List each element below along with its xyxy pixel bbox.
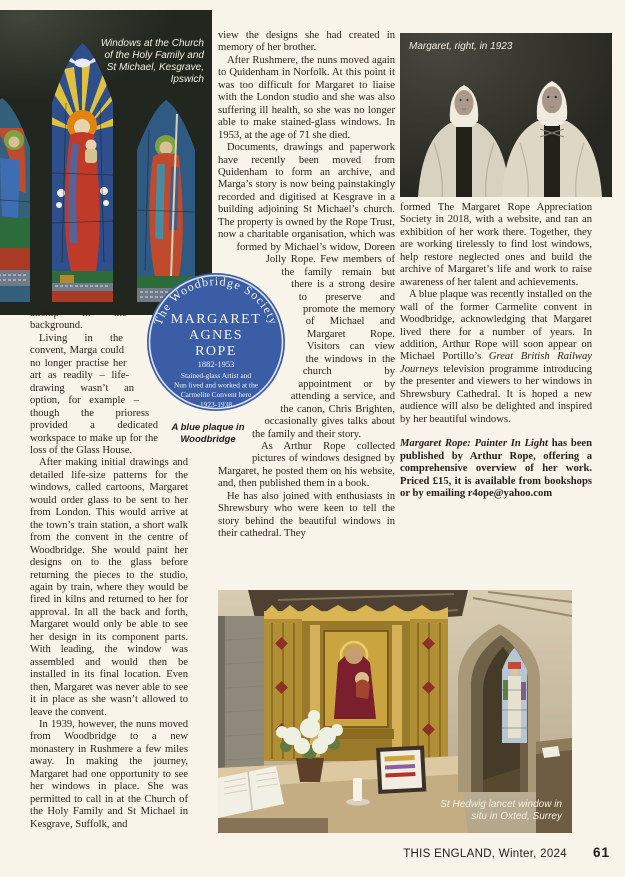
nuns-photo [400,33,612,197]
framed-card [376,745,426,793]
body-paragraph: view the designs she had created in memory of her brother. [218,30,395,54]
body-paragraph: Living in the convent, Marga could no longer practise her art as readily – life-drawing wasn’t an option, for example – though the prioress provided a dedicated workspace to make up for the loss of the Glass House. [30,332,158,456]
plaque-desc-line3: Carmelite Convent here [180,390,252,399]
body-paragraph [400,289,592,426]
nuns-photo-caption: Margaret, right, in 1923 [409,41,513,52]
body-paragraph: formed The Margaret Rope Appreciation Society in 2018, with a website, and ran an exhibition of her work there. Together, they are working tirelessly to find lost windows, help restore neglected ones and build the archive of Margaret’s life and work to raise awareness of her talent and achievements. [400,202,592,288]
plaque-desc-line2: Nun lived and worked at the [174,380,258,390]
body-paragraph: airship in the background. [30,308,127,332]
right-text-column [400,202,592,500]
plaque-desc-line4: 1923-1938 [199,400,233,409]
altar-photo-caption: St Hedwig lancet window in situ in Oxted, Surrey [440,799,562,822]
body-paragraph: After making initial drawings and detailed life-size patterns for the windows, called cartoons, Margaret would order glass to be sent to her from London. This would arrive at the town’s train station, a short walk from the convent in the centre of Woodbridge. She would paint her designs on to the glass before returning the pieces to the studio, again by train, where they would be fired in kilns and returned to her for approval. In all the back and forth, Margaret would only be able to see her design in its component parts. With leading, the window was assembled and would then be installed in its final location. Even then, Margaret was never able to see it in place as she wasn’t allowed to leave the convent. [30,457,188,718]
arch-niche [458,624,540,792]
altar-photo [218,590,572,833]
paragraph-text: television programme introducing the presenter and viewers to her windows in Shrewsbury Cathedral. It is hoped a new audience will also be delighted and inspired by her beautiful windows. [400,363,592,425]
book-info-paragraph [400,438,592,500]
page-footer [300,845,610,860]
plaque-society-arc-text: The Woodbridge Society [150,274,282,327]
plaque-name-line2: AGNES [188,328,244,343]
body-paragraph: As Arthur Rope collected pictures of windows designed by Margaret, he posted them on his website, and, then published them in a book. [218,440,395,490]
body-paragraph: After Rushmere, the nuns moved again to Quidenham in Norfolk. At this point it was too difficult for Margaret to liaise with the London studio and she was also suffering ill health, so she was no longer able to make stained-glass windows. In 1953, at the age of 71 she died. [218,54,395,141]
paragraph-text: A blue plaque was recently installed on the wall of the former Carmelite convent in Woodbridge, acknowledging that Margaret lived there for a number of years. In addition, Arthur Rope will soon appear on Michael Portillo’s [400,289,592,363]
plaque-desc-line1: Stained-glass Artist and [180,371,252,380]
madonna-icon [324,631,388,727]
plaque-name-line1: MARGARET [170,312,262,327]
book-title: Margaret Rope: Painter In Light [400,438,549,450]
windows-photo-caption: Windows at the Church of the Holy Family and St Michael, Kesgrave, Ipswich [100,38,204,85]
magazine-title: THIS ENGLAND, Winter, 2024 [403,848,567,860]
body-paragraph: He has also joined with enthusiasts in Shrewsbury who were keen to tell the story behind the beautiful windows in their cathedral. They [218,490,395,540]
plaque-years: 1882-1953 [197,359,235,369]
christ-child [86,140,97,151]
plaque-name-line3: ROPE [195,344,237,359]
nuns-illustration [400,33,612,197]
tv-programme-title: Great British Railway Journeys [400,351,593,375]
st-hedwig-window [502,648,527,743]
altar-illustration [218,590,572,833]
plaque-caption: A blue plaque in Woodbridge [171,422,245,445]
body-paragraph: Documents, drawings and paperwork have recently been moved from Quidenham to form an archive, and Marga’s story is now being painstakingly recorded and digitised at Kesgrave in a building adjoining St Michael’s church. The property is owned by the Rope Trust, now a charitable organisation, which was formed by Michael’s widow, Doreen Jolly Rope. Few members of the family remain but there is a strong desire to preserve and promote the memory of Michael and Margaret Rope. Visitors can view the windows in the church by appointment or by attending a service, and the canon, Chris Brighten, occasionally gives talks about the family and their story. [218,142,395,440]
page-number: 61 [592,845,610,860]
body-paragraph: In 1939, however, the nuns moved from Woodbridge to a new monastery in Rushmere a few miles away. In making the journey, Margaret had one opportunity to see her windows in place. She was permitted to call in at the Church of the Holy Family and St Michael in Kesgrave, Suffolk, and [30,718,188,830]
book-details: has been published by Arthur Rope, offering a comprehensive overview of her work. Priced £15, it is available from bookshops or by emailing r4ope@yahoo.com [400,438,593,499]
blue-plaque [146,266,286,416]
